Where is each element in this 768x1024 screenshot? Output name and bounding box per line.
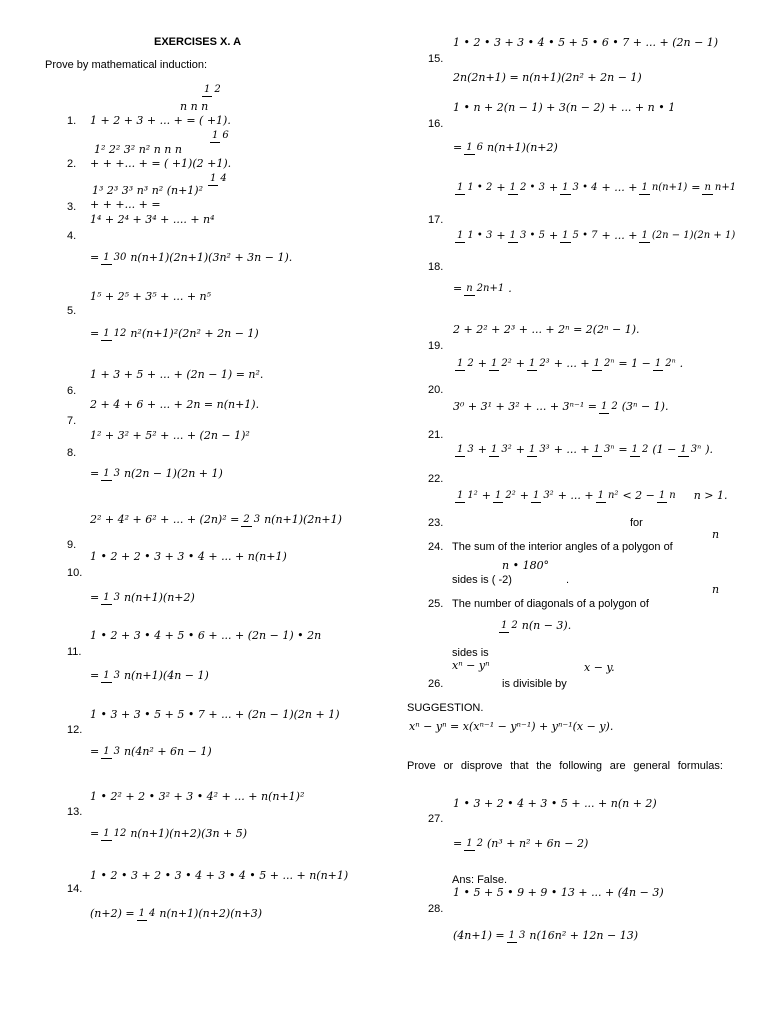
ex4-line1: 1⁴ + 2⁴ + 3⁴ + .... + n⁴ xyxy=(90,213,215,226)
ex22-number: 22. xyxy=(428,473,444,485)
ex2-over: 1² 2² 3² n² n n n xyxy=(94,143,182,156)
ex22-line1: 1 1² + 1 2² + 1 3² + ... + 1 n² < 2 − 1 n n > 1. xyxy=(457,489,728,502)
ex19-line1: 1 2 + 1 2² + 1 2³ + ... + 1 2ⁿ = 1 − 1 2ⁿ . xyxy=(457,357,684,370)
ex1-over: n n n xyxy=(180,100,209,113)
ex15-line1: 2n(2n+1) = n(n+1)(2n² + 2n − 1) xyxy=(453,71,642,84)
ex8-line1: = 1 3 n(2n − 1)(2n + 1) xyxy=(90,467,223,480)
ex13-line1: = 1 12 n(n+1)(n+2)(3n + 5) xyxy=(90,827,248,840)
ex16-line0: 1 • n + 2(n − 1) + 3(n − 2) + ... + n • 1 xyxy=(453,101,676,114)
ex1-number: 1. xyxy=(67,115,77,127)
ex26-divisor: x − y. xyxy=(584,661,615,674)
ex20-number: 20. xyxy=(428,384,444,396)
prove-disprove-text: Prove or disprove that the following are general formulas: xyxy=(407,760,723,772)
ex8-line2: 2² + 4² + 6² + ... + (2n)² = 2 3 n(n+1)(2n+1) xyxy=(90,513,342,526)
ex21-line1: 1 3 + 1 3² + 1 3³ + ... + 1 3ⁿ = 1 2 (1 − 1 3ⁿ ). xyxy=(457,443,713,456)
ex12-number: 12. xyxy=(67,724,83,736)
ex5-number: 5. xyxy=(67,305,77,317)
ex17-number: 17. xyxy=(428,214,444,226)
ex21-number: 21. xyxy=(428,429,444,441)
ex10-number: 10. xyxy=(67,567,83,579)
ex24-dot: . xyxy=(566,574,570,586)
ex3-number: 3. xyxy=(67,201,77,213)
ex19-number: 19. xyxy=(428,340,444,352)
ex6-number: 6. xyxy=(67,385,77,397)
suggestion-label: SUGGESTION. xyxy=(407,702,484,714)
ex3-body: + + +... + = xyxy=(90,198,161,211)
ex25-n: n xyxy=(712,583,720,596)
ex27-line0: 1 • 3 + 2 • 4 + 3 • 5 + ... + n(n + 2) xyxy=(453,797,657,810)
ex18-number: 18. xyxy=(428,261,444,273)
ex28-number: 28. xyxy=(428,903,444,915)
ex14-number: 14. xyxy=(67,883,83,895)
ex18-line2: 2 + 2² + 2³ + ... + 2ⁿ = 2(2ⁿ − 1). xyxy=(453,323,640,336)
intro-text: Prove by mathematical induction: xyxy=(45,59,208,71)
ex4-number: 4. xyxy=(67,230,77,242)
ex16-number: 16. xyxy=(428,118,444,130)
ex15-number: 15. xyxy=(428,53,444,65)
ex26-number: 26. xyxy=(428,678,444,690)
ex5-line2: = 1 12 n²(n+1)²(2n² + 2n − 1) xyxy=(90,327,259,340)
ex18-line1: = n 2n+1 . xyxy=(453,282,512,295)
ex25-number: 25. xyxy=(428,598,444,610)
ex27-answer: Ans: False. xyxy=(452,874,508,886)
ex8-number: 8. xyxy=(67,447,77,459)
ex17-line1: 1 1 • 2 + 1 2 • 3 + 1 3 • 4 + ... + 1 n(n+1) = n n+1 xyxy=(457,181,737,194)
ex13-line2: 1 • 2 • 3 + 2 • 3 • 4 + 3 • 4 • 5 + ... + n(n+1) xyxy=(90,869,349,882)
ex1-frac: 1 2 xyxy=(204,84,221,95)
ex24-text: The sum of the interior angles of a polygon of xyxy=(452,541,673,553)
ex2-body: + + +... + = ( +1)(2 +1). xyxy=(90,157,232,170)
ex2-number: 2. xyxy=(67,158,77,170)
ex24-formula: n • 180° xyxy=(502,559,550,572)
ex24-number: 24. xyxy=(428,541,444,553)
ex11-line1: = 1 3 n(n+1)(4n − 1) xyxy=(90,669,209,682)
ex23-number: 23. xyxy=(428,517,444,529)
ex10-line1: = 1 3 n(n+1)(n+2) xyxy=(90,591,195,604)
ex7-line1: 1² + 3² + 5² + ... + (2n − 1)² xyxy=(90,429,250,442)
page-title: EXERCISES X. A xyxy=(154,36,242,48)
ex14-line1: (n+2) = 1 4 n(n+1)(n+2)(n+3) xyxy=(90,907,263,920)
ex5-line1: 1⁵ + 2⁵ + 3⁵ + ... + n⁵ xyxy=(90,290,212,303)
ex16-line1: = 1 6 n(n+1)(n+2) xyxy=(453,141,558,154)
ex12-line2: 1 • 2² + 2 • 3² + 3 • 4² + ... + n(n+1)² xyxy=(90,790,305,803)
ex23-for: for xyxy=(630,517,643,529)
ex7-number: 7. xyxy=(67,415,77,427)
ex1-body: 1 + 2 + 3 + ... + = ( +1). xyxy=(90,114,231,127)
ex10-line2: 1 • 2 + 3 • 4 + 5 • 6 + ... + (2n − 1) • 2n xyxy=(90,629,322,642)
ex25-text: The number of diagonals of a polygon of xyxy=(452,598,649,610)
ex13-number: 13. xyxy=(67,806,83,818)
ex27-line1: = 1 2 (n³ + n² + 6n − 2) xyxy=(453,837,589,850)
ex6-line1: 1 + 3 + 5 + ... + (2n − 1) = n². xyxy=(90,368,264,381)
ex28-line1: (4n+1) = 1 3 n(16n² + 12n − 13) xyxy=(453,929,639,942)
ex9-number: 9. xyxy=(67,539,77,551)
ex9-line1: 1 • 2 + 2 • 3 + 3 • 4 + ... + n(n+1) xyxy=(90,550,287,563)
ex17-line2: 1 1 • 3 + 1 3 • 5 + 1 5 • 7 + ... + 1 (2n − 1)(2n + 1) xyxy=(457,229,736,242)
ex24-sides: sides is ( -2) xyxy=(452,574,512,586)
ex25-sides: sides is xyxy=(452,647,489,659)
ex2-frac: 1 6 xyxy=(212,130,229,141)
ex6-line2: 2 + 4 + 6 + ... + 2n = n(n+1). xyxy=(90,398,260,411)
ex26-expr: xⁿ − yⁿ xyxy=(452,659,490,672)
suggestion-formula: xⁿ − yⁿ = x(xⁿ⁻¹ − yⁿ⁻¹) + yⁿ⁻¹(x − y). xyxy=(409,720,614,733)
ex28-line0: 1 • 5 + 5 • 9 + 9 • 13 + ... + (4n − 3) xyxy=(453,886,664,899)
ex4-line2: = 1 30 n(n+1)(2n+1)(3n² + 3n − 1). xyxy=(90,251,293,264)
ex20-line1: 3⁰ + 3¹ + 3² + ... + 3ⁿ⁻¹ = 1 2 (3ⁿ − 1). xyxy=(453,400,669,413)
ex3-over: 1³ 2³ 3³ n³ n² (n+1)² xyxy=(92,184,203,197)
ex23-n: n xyxy=(712,528,720,541)
ex26-text: is divisible by xyxy=(502,678,567,690)
ex11-number: 11. xyxy=(67,646,82,658)
ex12-line1: = 1 3 n(4n² + 6n − 1) xyxy=(90,745,212,758)
ex15-line0: 1 • 2 • 3 + 3 • 4 • 5 + 5 • 6 • 7 + ... + (2n − 1) xyxy=(453,36,719,49)
ex11-line2: 1 • 3 + 3 • 5 + 5 • 7 + ... + (2n − 1)(2n + 1) xyxy=(90,708,340,721)
ex27-number: 27. xyxy=(428,813,444,825)
ex3-frac: 1 4 xyxy=(210,173,227,184)
ex25-formula: 1 2 n(n − 3). xyxy=(501,619,572,632)
